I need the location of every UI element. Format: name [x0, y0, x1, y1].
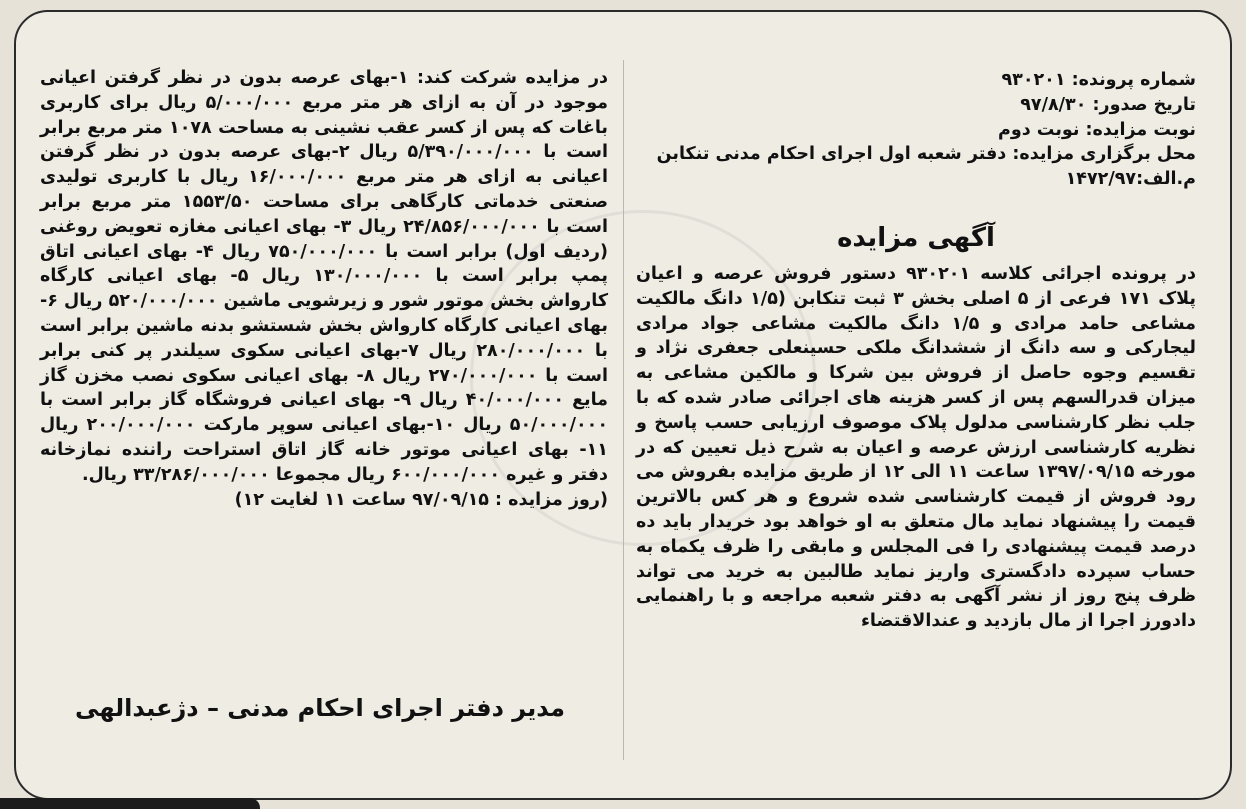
issue-date: تاریخ صدور: ۹۷/۸/۳۰: [1020, 94, 1196, 115]
right-column: [636, 68, 1196, 634]
auction-day: (روز مزایده : ۹۷/۰۹/۱۵ ساعت ۱۱ لغایت ۱۲): [234, 489, 608, 510]
auction-turn: نوبت مزایده: نوبت دوم: [998, 119, 1196, 140]
left-column: [40, 66, 608, 512]
auction-venue: محل برگزاری مزایده: دفتر شعبه اول اجرای احکام مدنی تنکابن: [656, 144, 1196, 165]
signature: مدیر دفتر اجرای احکام مدنی – دژعبدالهی: [75, 694, 565, 722]
reference-number: م.الف:۱۴۷۲/۹۷: [1065, 169, 1196, 190]
spacer: [636, 192, 1196, 218]
notice-body-left: در مزایده شرکت کند: ۱-بهای عرصه بدون در نظر گرفتن اعیانی موجود در آن به ازای هر متر مربع ۵/۰۰۰/۰۰۰ ریال برای کاربری باغات که پس از کسر عقب نشینی به مساحت ۱۰۷۸ متر مربع برابر است با ۵/۳۹۰/۰۰۰/۰۰۰ ریال ۲-بهای عرصه بدون در نظر گرفتن اعیانی به ازای هر متر مربع ۱۶/۰۰۰/۰۰۰ ریال با کاربری تولیدی صنعتی خدماتی کارگاهی برای مساحت ۱۵۵۳/۵۰ متر مربع برابر است با ۲۴/۸۵۶/۰۰۰/۰۰۰ ریال ۳- بهای اعیانی مغازه تعویض روغنی (ردیف اول) برابر است با ۷۵۰/۰۰۰/۰۰۰ ریال ۴- بهای اعیانی اتاق پمپ برابر است با ۱۳۰/۰۰۰/۰۰۰ ریال ۵- بهای اعیانی کارگاه کارواش بخش موتور شور و زیرشویی ماشین ۵۲۰/۰۰۰/۰۰۰ ریال ۶-بهای اعیانی کارگاه کارواش بخش شستشو بدنه ماشین برابر است با ۲۸۰/۰۰۰/۰۰۰ ریال ۷-بهای اعیانی سکوی سیلندر پر کنی برابر است با ۲۷۰/۰۰۰/۰۰۰ ریال ۸- بهای اعیانی سکوی نصب مخزن گاز مایع ۴۰/۰۰۰/۰۰۰ ریال ۹- بهای اعیانی فروشگاه گاز برابر است با ۵۰/۰۰۰/۰۰۰ ریال ۱۰-بهای اعیانی سوپر مارکت ۲۰۰/۰۰۰/۰۰۰ ریال ۱۱- بهای اعیانی موتور خانه گاز اتاق استراحت راننده نمازخانه دفتر و غیره ۶۰۰/۰۰۰/۰۰۰ ریال مجموعا ۳۳/۲۸۶/۰۰۰/۰۰۰ ریال.: [40, 68, 609, 485]
notice-headline: آگهی مزایده: [837, 222, 995, 253]
column-divider: [623, 60, 624, 760]
page-edge-strip: [0, 798, 260, 809]
notice-body-right: در پرونده اجرائی کلاسه ۹۳۰۲۰۱ دستور فروش عرصه و اعیان پلاک ۱۷۱ فرعی از ۵ اصلی بخش ۳ ثبت تنکابن (۱/۵ دانگ مالکیت مشاعی حامد مرادی و ۱/۵ دانگ مالکیت مشاعی جواد مرادی لیجارکی و سه دانگ از ششدانگ ملکی حسینعلی جعفری نژاد و تقسیم وجوه حاصل از فروش بین شرکا و مالکین مشاعی به میزان قدرالسهم پس از کسر هزینه های اجرائی صادر شده که با جلب نظر کارشناسی مدلول پلاک موصوف ارزیابی حسب پاسخ و نظریه کارشناسی ارزش عرصه و اعیان به شرح ذیل تعیین که در مورخه ۱۳۹۷/۰۹/۱۵ ساعت ۱۱ الی ۱۲ از طریق مزایده بفروش می رود فروش از قیمت کارشناسی شده شروع و هر کس بالاترین قیمت را پیشنهاد نماید مال متعلق به او خواهد بود خریدار باید ده درصد قیمت پیشنهادی را فی المجلس و مابقی را ظرف یکماه به حساب سپرده دادگستری واریز نماید طالبین به خرید می تواند ظرف پنج روز از نشر آگهی به دفتر شعبه مراجعه و با راهنمایی دادورز اجرا از مال بازدید و عندالاقتضاء: [636, 263, 1197, 632]
file-number: شماره پرونده: ۹۳۰۲۰۱: [1001, 70, 1196, 90]
